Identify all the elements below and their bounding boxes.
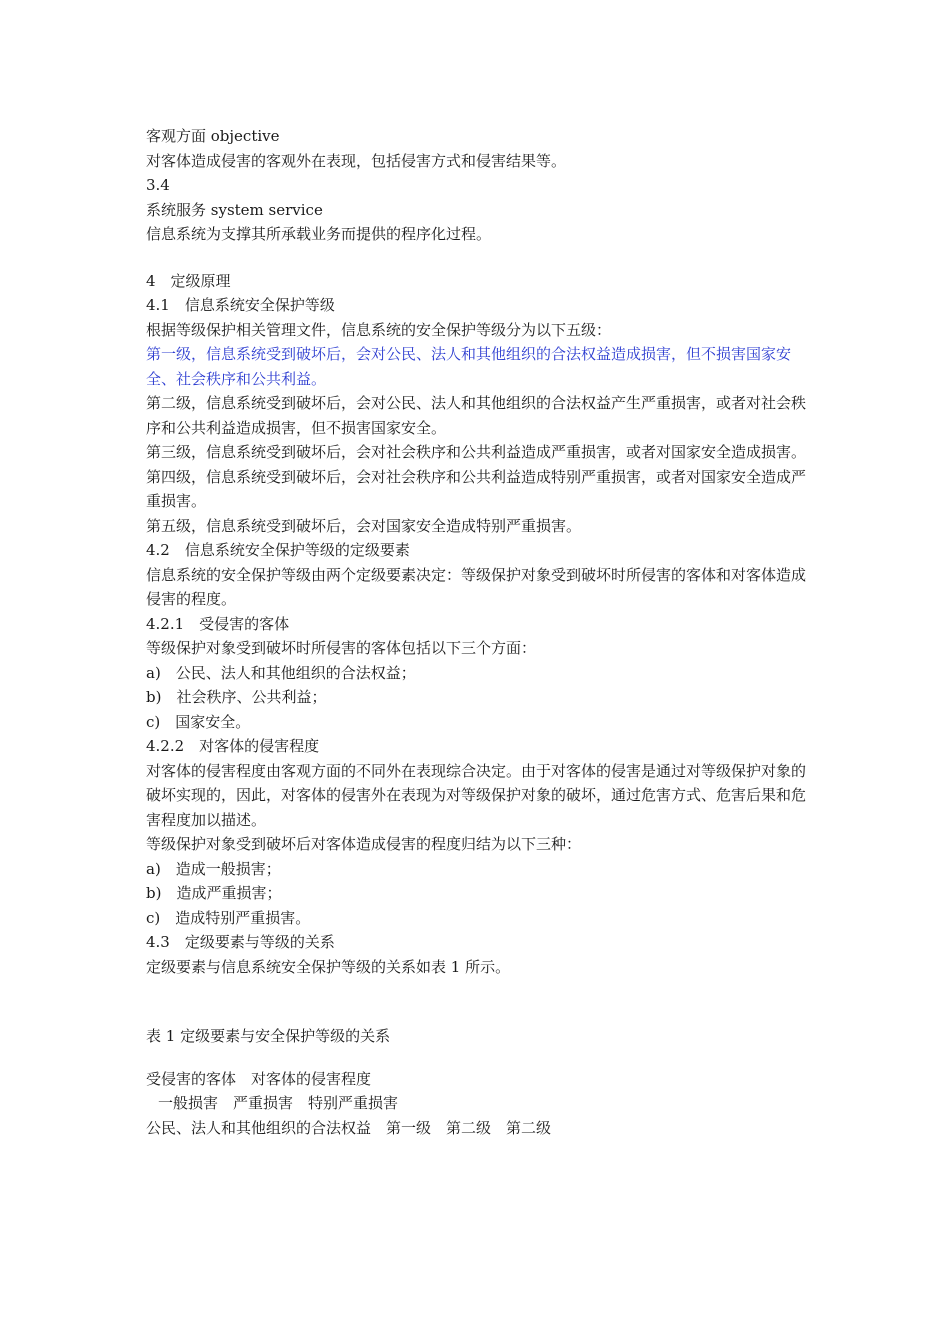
term-system-service: 系统服务 system service (146, 200, 323, 219)
document-page (146, 124, 816, 1140)
table-header-row-1: 受侵害的客体 对客体的侵害程度 (146, 1069, 372, 1088)
list-item-degree-a: a) 造成一般损害； (146, 859, 281, 878)
term-objective: 客观方面 objective (146, 127, 280, 145)
spacer (146, 247, 816, 269)
spacer (146, 979, 816, 1024)
spacer (146, 1049, 816, 1067)
term-system-service-definition: 信息系统为支撑其所承载业务而提供的程序化过程。 (146, 225, 492, 243)
list-item-object-a: a) 公民、法人和其他组织的合法权益； (146, 663, 416, 682)
paragraph-4-2-2-b: 等级保护对象受到破坏后对客体造成侵害的程度归结为以下三种： (146, 835, 582, 853)
level-1-paragraph: 第一级，信息系统受到破坏后，会对公民、法人和其他组织的合法权益造成损害，但不损害国家安全、社会秩序和公共利益。 (146, 345, 792, 388)
list-item-object-b: b) 社会秩序、公共利益； (146, 688, 327, 706)
section-heading-4-2: 4.2 信息系统安全保护等级的定级要素 (146, 541, 410, 559)
level-2-paragraph: 第二级，信息系统受到破坏后，会对公民、法人和其他组织的合法权益产生严重损害，或者对社会秩序和公共利益造成损害，但不损害国家安全。 (146, 394, 807, 437)
table-caption: 表 1 定级要素与安全保护等级的关系 (146, 1027, 391, 1045)
paragraph-4-2-2-a: 对客体的侵害程度由客观方面的不同外在表现综合决定。由于对客体的侵害是通过对等级保护对象的破坏实现的，因此，对客体的侵害外在表现为对等级保护对象的破坏，通过危害方式、危害后果和危害程度加以描述。 (146, 761, 807, 829)
list-item-object-c: c) 国家安全。 (146, 712, 251, 731)
level-3-paragraph: 第三级，信息系统受到破坏后，会对社会秩序和公共利益造成严重损害，或者对国家安全造成损害。 (146, 443, 807, 461)
section-heading-4-1: 4.1 信息系统安全保护等级 (146, 296, 335, 314)
level-5-paragraph: 第五级，信息系统受到破坏后，会对国家安全造成特别严重损害。 (146, 516, 582, 535)
list-item-degree-c: c) 造成特别严重损害。 (146, 908, 311, 927)
table-header-row-2: 一般损害 严重损害 特别严重损害 (158, 1094, 399, 1112)
section-heading-4-2-1: 4.2.1 受侵害的客体 (146, 614, 290, 633)
table-row-1: 公民、法人和其他组织的合法权益 第一级 第二级 第二级 (146, 1118, 552, 1137)
paragraph-4-2: 信息系统的安全保护等级由两个定级要素决定：等级保护对象受到破坏时所侵害的客体和对客体造成侵害的程度。 (146, 565, 807, 608)
section-heading-4-2-2: 4.2.2 对客体的侵害程度 (146, 737, 320, 755)
section-heading-4-3: 4.3 定级要素与等级的关系 (146, 933, 335, 951)
clause-number-3-4: 3.4 (146, 176, 170, 194)
paragraph-4-3: 定级要素与信息系统安全保护等级的关系如表 1 所示。 (146, 957, 511, 976)
list-item-degree-b: b) 造成严重损害； (146, 884, 282, 902)
paragraph-4-2-1: 等级保护对象受到破坏时所侵害的客体包括以下三个方面： (146, 639, 537, 657)
section-heading-4: 4 定级原理 (146, 271, 231, 290)
paragraph-4-1: 根据等级保护相关管理文件，信息系统的安全保护等级分为以下五级： (146, 320, 612, 339)
term-objective-definition: 对客体造成侵害的客观外在表现，包括侵害方式和侵害结果等。 (146, 151, 567, 170)
level-4-paragraph: 第四级，信息系统受到破坏后，会对社会秩序和公共利益造成特别严重损害，或者对国家安全造成严重损害。 (146, 467, 807, 510)
